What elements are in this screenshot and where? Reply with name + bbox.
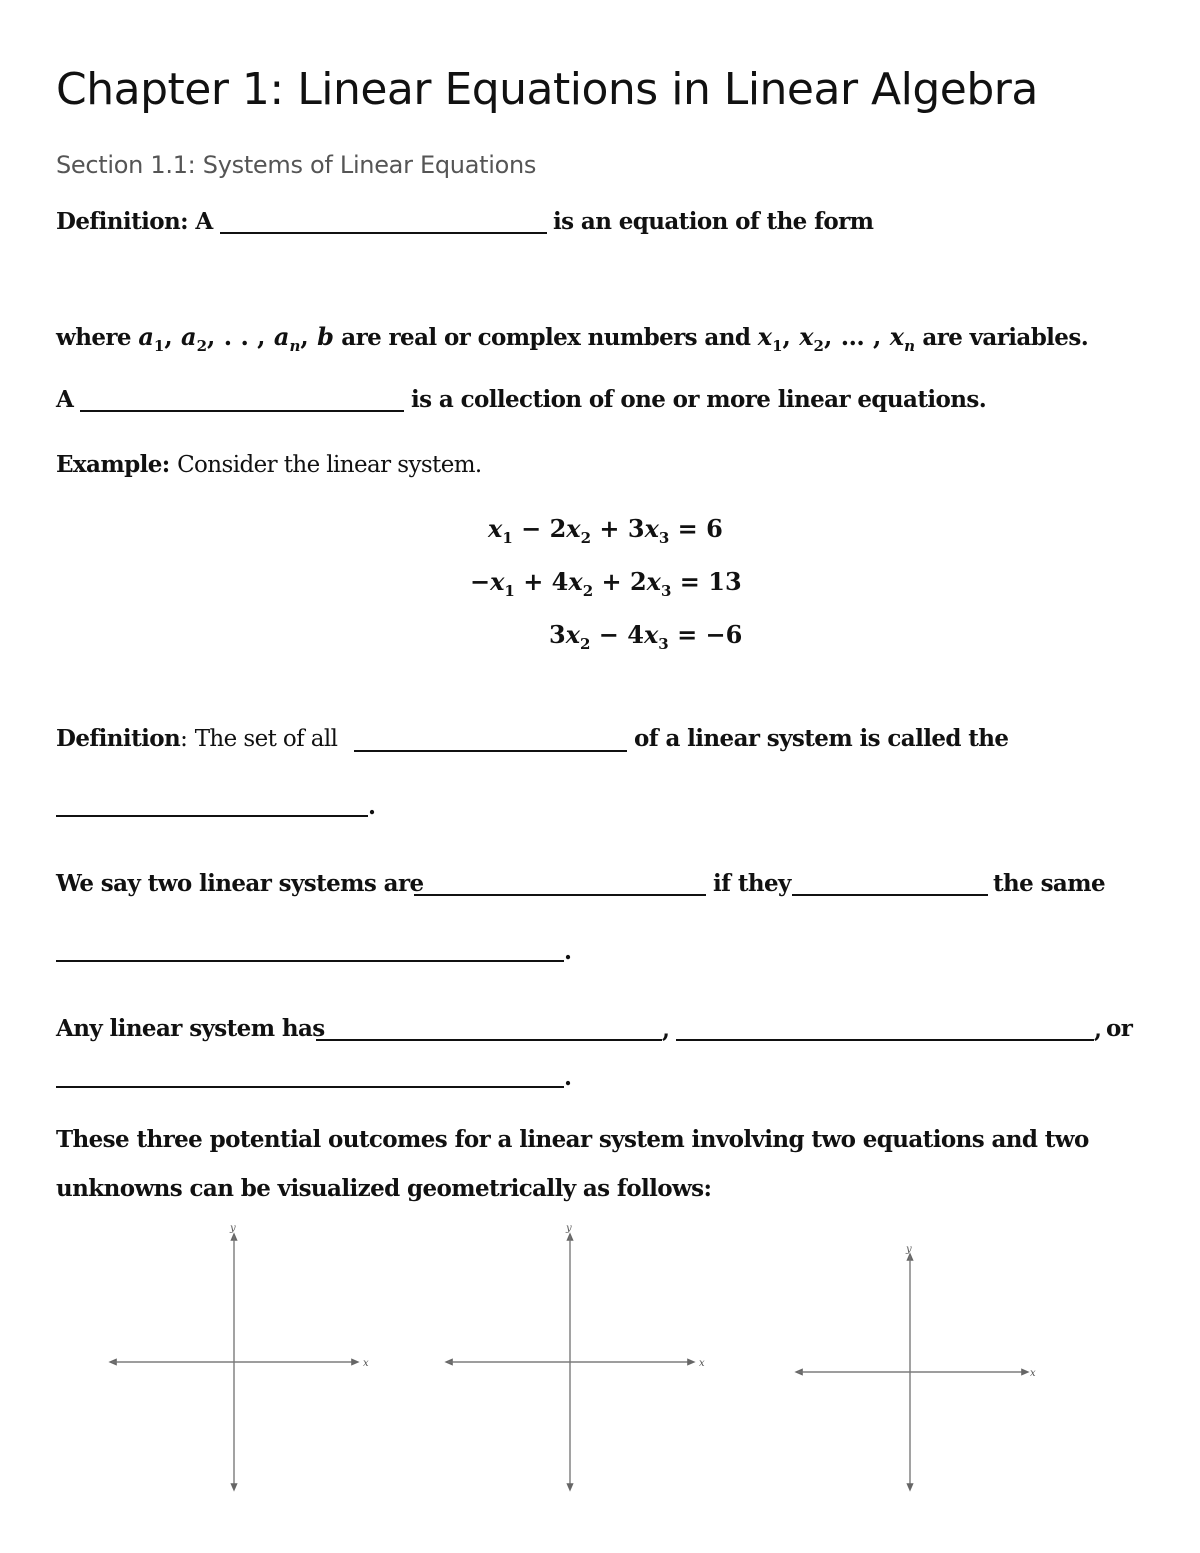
definition-solution-set-tail: of a linear system is called the [634,725,1009,752]
y-axis-label: y [230,1223,236,1234]
y-axis-label: y [566,1223,572,1234]
equivalent-period: . [564,938,572,965]
blank-solutions[interactable] [354,750,627,752]
section-title: Section 1.1: Systems of Linear Equations [56,151,537,179]
where-mid: are real or complex numbers and [341,324,751,351]
outcomes-text-line-2: unknowns can be visualized geometrically as follows: [56,1175,712,1202]
definition-article: A [195,208,213,235]
coordinate-axes-2 [436,1220,726,1500]
system-article: A [56,386,74,413]
system-line-tail: is a collection of one or more linear equations. [411,386,987,413]
definition2-pre: The set of all [194,726,338,752]
example-text: Consider the linear system. [177,452,482,478]
equation-3: $3x_2 - 4x_3 = -6$ [549,620,743,653]
example-label: Example: [56,451,170,478]
coordinate-axes-3 [786,1240,1046,1500]
equation-2: $-x_1 + 4x_2 + 2x_3 = 13$ [470,567,742,600]
blank-outcome-3[interactable] [56,1086,564,1088]
equivalent-line-mid: if they [713,870,791,897]
variables-list: $x_1$, $x_2$, … , $x_n$ [757,322,915,355]
definition2-period: . [368,793,376,820]
any-system-head: Any linear system has [56,1015,325,1042]
definition-solution-set-head: Definition: The set of all [56,725,338,752]
any-or: or [1106,1015,1133,1042]
blank-have[interactable] [792,894,988,896]
equivalent-line-tail: the same [993,870,1106,897]
where-word: where [56,324,131,351]
definition2-label: Definition [56,725,181,752]
blank-equivalent[interactable] [414,894,706,896]
coefficients-list: $a_1$, $a_2$, . . , $a_n$, b [138,322,334,355]
blank-linear-equation[interactable] [220,232,547,234]
x-axis-label: x [699,1358,705,1369]
equation-1: $x_1 - 2x_2 + 3x_3 = 6$ [488,514,723,547]
any-comma-2: , [1094,1016,1102,1043]
x-axis-label: x [1030,1368,1036,1379]
where-line [56,322,1089,355]
page-title: Chapter 1: Linear Equations in Linear Algebra [56,64,1038,115]
coordinate-axes-1 [100,1220,390,1500]
any-period: . [564,1064,572,1091]
definition-linear-equation-tail: is an equation of the form [553,208,874,235]
blank-linear-system[interactable] [80,410,404,412]
blank-outcome-2[interactable] [676,1039,1094,1041]
blank-outcome-1[interactable] [316,1039,662,1041]
outcomes-text-line-1: These three potential outcomes for a linear system involving two equations and two [56,1126,1089,1153]
equivalent-line-head: We say two linear systems are [56,870,424,897]
y-axis-label: y [906,1244,912,1255]
any-comma-1: , [662,1016,670,1043]
where-end: are variables. [922,324,1089,351]
x-axis-label: x [363,1358,369,1369]
blank-solution-set[interactable] [56,815,368,817]
example-line [56,451,482,478]
blank-solution-set-2[interactable] [56,960,564,962]
definition-linear-equation-label [56,208,213,235]
definition-label: Definition: [56,208,188,235]
